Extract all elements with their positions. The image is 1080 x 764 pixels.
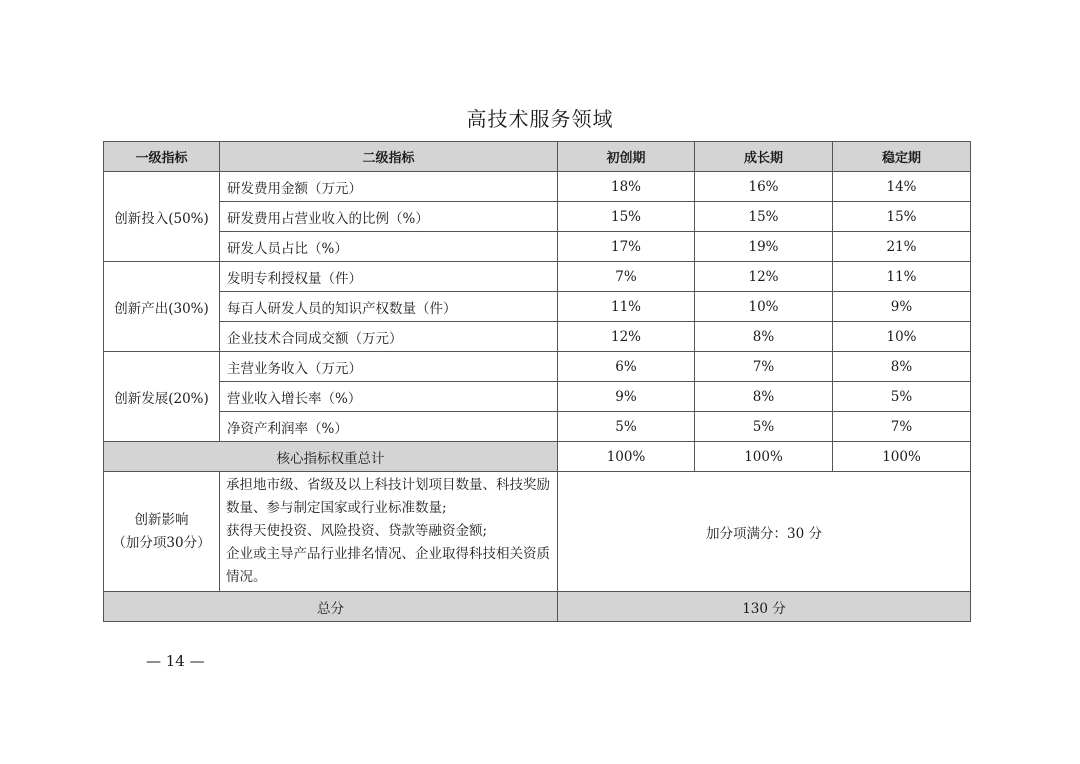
value-cell: 11% xyxy=(558,292,695,322)
indicator-name: 净资产利润率（%） xyxy=(220,412,558,442)
value-cell: 16% xyxy=(695,172,833,202)
page-title: 高技术服务领域 xyxy=(466,107,614,131)
value-cell: 5% xyxy=(695,412,833,442)
value-cell: 21% xyxy=(833,232,971,262)
table-row xyxy=(104,352,971,382)
table-row xyxy=(104,382,971,412)
value-cell: 5% xyxy=(833,382,971,412)
core-total-value: 100% xyxy=(833,442,971,472)
indicator-table xyxy=(103,141,971,622)
value-cell: 6% xyxy=(558,352,695,382)
header-startup: 初创期 xyxy=(558,142,695,172)
indicator-name: 研发费用占营业收入的比例（%） xyxy=(220,202,558,232)
core-total-value: 100% xyxy=(695,442,833,472)
value-cell: 19% xyxy=(695,232,833,262)
value-cell: 8% xyxy=(695,322,833,352)
header-level1: 一级指标 xyxy=(104,142,220,172)
group-label: 创新发展(20%) xyxy=(104,352,220,442)
bonus-value: 加分项满分：30 分 xyxy=(558,472,971,592)
table-header-row xyxy=(104,142,971,172)
table-row xyxy=(104,262,971,292)
value-cell: 7% xyxy=(695,352,833,382)
value-cell: 15% xyxy=(558,202,695,232)
value-cell: 7% xyxy=(558,262,695,292)
table-row xyxy=(104,202,971,232)
value-cell: 14% xyxy=(833,172,971,202)
value-cell: 15% xyxy=(695,202,833,232)
core-total-label: 核心指标权重总计 xyxy=(104,442,558,472)
indicator-name: 营业收入增长率（%） xyxy=(220,382,558,412)
total-row xyxy=(104,592,971,622)
indicator-name: 企业技术合同成交额（万元） xyxy=(220,322,558,352)
group-label: 创新投入(50%) xyxy=(104,172,220,262)
bonus-item: 获得天使投资、风险投资、贷款等融资金额; xyxy=(226,523,488,539)
header-level2: 二级指标 xyxy=(220,142,558,172)
total-value: 130 分 xyxy=(558,592,971,622)
table-row xyxy=(104,172,971,202)
bonus-row xyxy=(104,472,971,592)
bonus-label-line1: 创新影响 xyxy=(134,511,189,528)
value-cell: 10% xyxy=(695,292,833,322)
value-cell: 12% xyxy=(558,322,695,352)
bonus-label xyxy=(104,472,220,592)
indicator-name: 每百人研发人员的知识产权数量（件） xyxy=(220,292,558,322)
value-cell: 17% xyxy=(558,232,695,262)
value-cell: 9% xyxy=(833,292,971,322)
indicator-name: 研发人员占比（%） xyxy=(220,232,558,262)
value-cell: 12% xyxy=(695,262,833,292)
core-total-value: 100% xyxy=(558,442,695,472)
value-cell: 7% xyxy=(833,412,971,442)
value-cell: 15% xyxy=(833,202,971,232)
header-stable: 稳定期 xyxy=(833,142,971,172)
bonus-items xyxy=(220,472,558,592)
indicator-name: 发明专利授权量（件） xyxy=(220,262,558,292)
bonus-item: 企业或主导产品行业排名情况、企业取得科技相关资质情况。 xyxy=(226,546,550,585)
bonus-item: 承担地市级、省级及以上科技计划项目数量、科技奖励数量、参与制定国家或行业标准数量; xyxy=(226,477,550,516)
header-growth: 成长期 xyxy=(695,142,833,172)
indicator-name: 研发费用金额（万元） xyxy=(220,172,558,202)
value-cell: 5% xyxy=(558,412,695,442)
table-row xyxy=(104,412,971,442)
value-cell: 9% xyxy=(558,382,695,412)
value-cell: 8% xyxy=(833,352,971,382)
group-label: 创新产出(30%) xyxy=(104,262,220,352)
table-row xyxy=(104,322,971,352)
value-cell: 8% xyxy=(695,382,833,412)
value-cell: 10% xyxy=(833,322,971,352)
bonus-label-line2: （加分项30分） xyxy=(112,534,211,551)
value-cell: 11% xyxy=(833,262,971,292)
indicator-name: 主营业务收入（万元） xyxy=(220,352,558,382)
table-row xyxy=(104,232,971,262)
value-cell: 18% xyxy=(558,172,695,202)
table-row xyxy=(104,292,971,322)
core-total-row xyxy=(104,442,971,472)
total-label: 总分 xyxy=(104,592,558,622)
page-number: — 14 — xyxy=(146,652,205,670)
